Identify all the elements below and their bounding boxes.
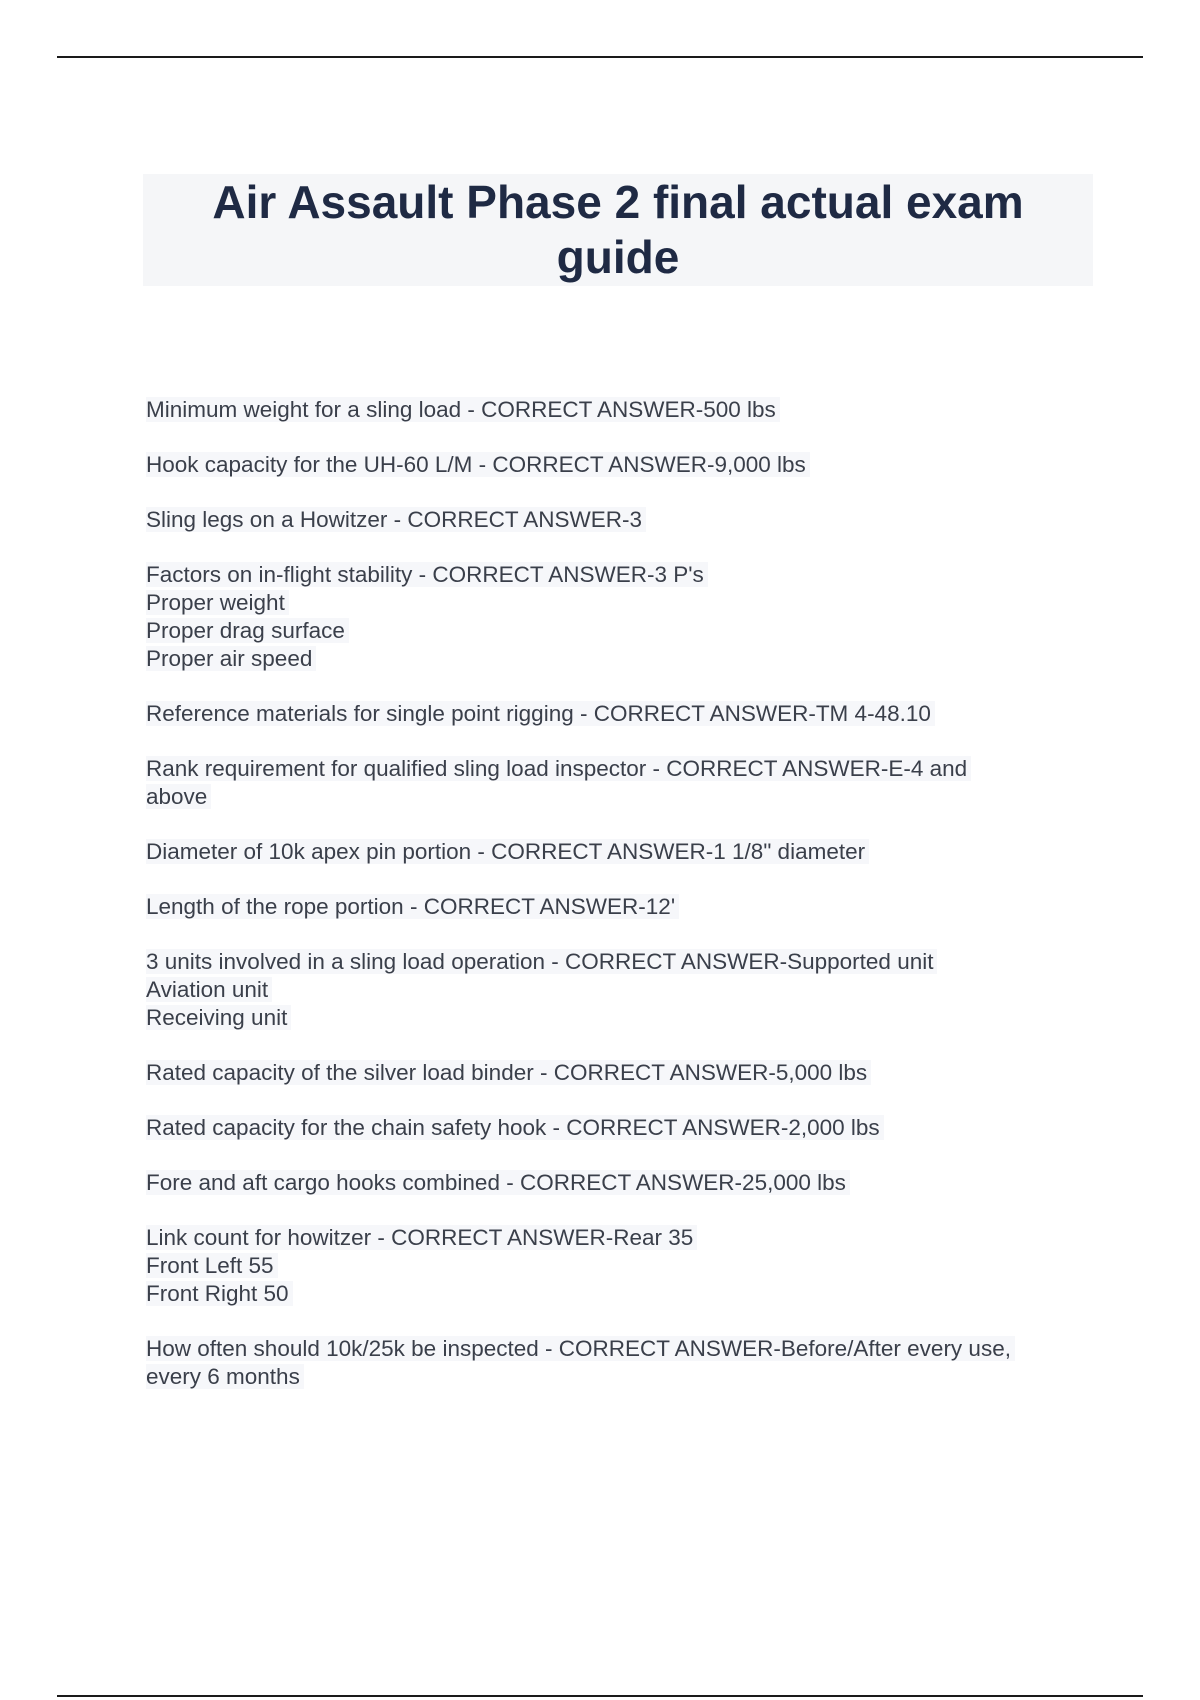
qa-line: Receiving unit [146, 1005, 291, 1030]
qa-line: Reference materials for single point rigging - CORRECT ANSWER-TM 4-48.10 [146, 701, 935, 726]
qa-list [146, 396, 1096, 1418]
qa-line: Front Left 55 [146, 1253, 278, 1278]
qa-line: Aviation unit [146, 977, 272, 1002]
qa-item [146, 755, 1096, 811]
qa-item [146, 451, 1096, 479]
qa-line: Factors on in-flight stability - CORRECT ANSWER-3 P's [146, 562, 708, 587]
qa-line: Sling legs on a Howitzer - CORRECT ANSWER-3 [146, 507, 646, 532]
qa-item [146, 396, 1096, 424]
qa-item [146, 1059, 1096, 1087]
qa-item [146, 1335, 1096, 1391]
qa-item [146, 1114, 1096, 1142]
title-banner [143, 174, 1093, 286]
qa-line: Length of the rope portion - CORRECT ANSWER-12' [146, 894, 679, 919]
qa-item [146, 561, 1096, 673]
qa-line: above [146, 784, 211, 809]
qa-line: How often should 10k/25k be inspected - CORRECT ANSWER-Before/After every use, [146, 1336, 1015, 1361]
qa-item [146, 506, 1096, 534]
qa-line: Front Right 50 [146, 1281, 293, 1306]
top-rule [57, 56, 1143, 58]
qa-line: every 6 months [146, 1364, 304, 1389]
bottom-rule [57, 1695, 1143, 1697]
qa-line: Rank requirement for qualified sling load inspector - CORRECT ANSWER-E-4 and [146, 756, 971, 781]
qa-item [146, 1224, 1096, 1308]
qa-item [146, 948, 1096, 1032]
qa-line: Rated capacity for the chain safety hook - CORRECT ANSWER-2,000 lbs [146, 1115, 884, 1140]
qa-item [146, 700, 1096, 728]
qa-line: Rated capacity of the silver load binder - CORRECT ANSWER-5,000 lbs [146, 1060, 871, 1085]
qa-line: Proper air speed [146, 646, 316, 671]
qa-line: Link count for howitzer - CORRECT ANSWER-Rear 35 [146, 1225, 697, 1250]
qa-line: Hook capacity for the UH-60 L/M - CORRECT ANSWER-9,000 lbs [146, 452, 810, 477]
qa-line: Proper weight [146, 590, 289, 615]
qa-line: Minimum weight for a sling load - CORRECT ANSWER-500 lbs [146, 397, 780, 422]
qa-line: Proper drag surface [146, 618, 349, 643]
qa-line: Diameter of 10k apex pin portion - CORRECT ANSWER-1 1/8" diameter [146, 839, 869, 864]
qa-line: 3 units involved in a sling load operation - CORRECT ANSWER-Supported unit [146, 949, 937, 974]
qa-item [146, 838, 1096, 866]
qa-line: Fore and aft cargo hooks combined - CORRECT ANSWER-25,000 lbs [146, 1170, 850, 1195]
document-title: Air Assault Phase 2 final actual exam guide [212, 176, 1024, 283]
qa-item [146, 1169, 1096, 1197]
qa-item [146, 893, 1096, 921]
